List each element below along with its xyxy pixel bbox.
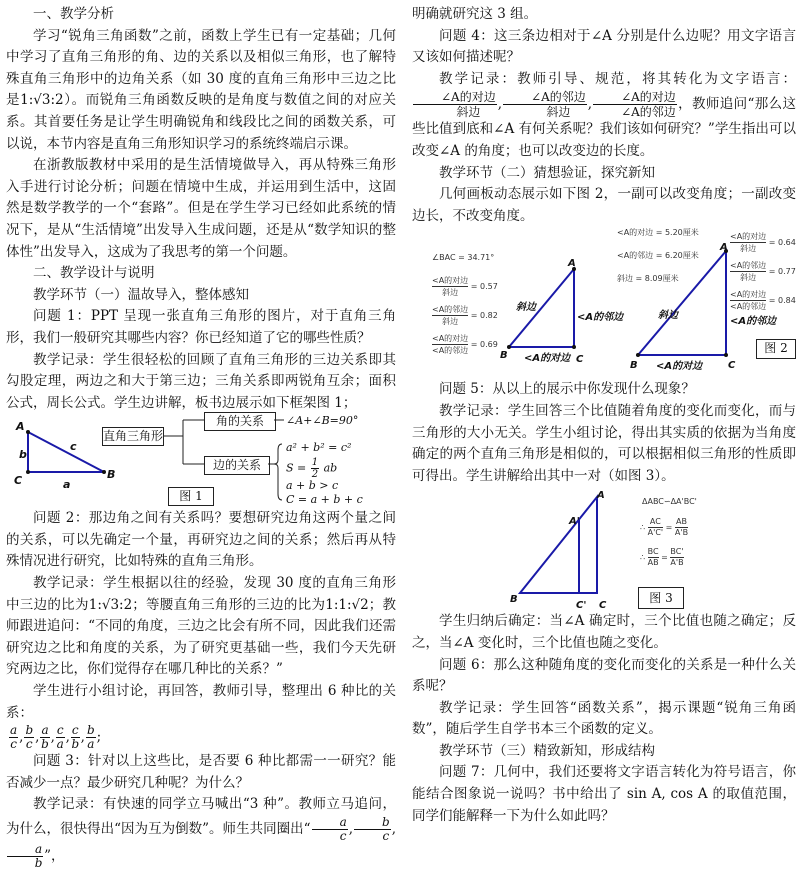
vertex-label-b: B: [107, 468, 116, 482]
question-paragraph: 问题 6：那么这种随角度的变化而变化的关系是一种什么关系呢？: [412, 656, 796, 695]
ratio-fraction: $\frac{a}{b}$: [41, 723, 49, 752]
vertex-label-a: A: [568, 258, 576, 270]
vertex-label-a-2: A: [720, 242, 728, 254]
angle-measure-text: ∠BAC = 34.71°: [432, 253, 495, 263]
opposite-side-label-2: <A的对边: [656, 361, 703, 373]
vertex-label-c: C: [576, 354, 584, 366]
ratio-readout: <A的邻边 斜边 = 0.77: [730, 261, 796, 283]
verbal-ratio-fraction: ∠A的对边 斜边: [413, 90, 497, 119]
figure-2: [412, 227, 796, 379]
right-triangle-shape: [28, 432, 104, 472]
left-column: [6, 4, 396, 870]
vertex-label-a: A: [16, 420, 25, 434]
adjacent-side-label: <A的邻边: [577, 312, 624, 324]
figure-2-left-ratios: [432, 275, 498, 362]
vertex-label-a: A: [597, 490, 605, 502]
large-triangle: [520, 497, 597, 593]
ratio-readout: <A的对边 斜边 = 0.57: [432, 276, 498, 298]
area-formula: S = $\frac{1}{2}$ ab: [286, 457, 338, 481]
vertex-label-c-prime: C': [576, 600, 587, 612]
question-paragraph: 问题 5：从以上的展示中你发现什么现象？: [439, 381, 695, 398]
paragraph: 几何画板动态展示如下图 2，一副可以改变角度；一副改变边长，不改变角度。: [412, 186, 796, 224]
figure-1: [6, 414, 396, 508]
side-label-b: b: [19, 448, 27, 462]
ratio-list: $\frac{a}{c}$ , $\frac{b}{c}$ , $\frac{a}{b}$ , $\frac{c}{a}$ , $\frac{c}{b}$ , $\frac{b}{a}$ ;: [10, 723, 102, 752]
right-column: [412, 4, 796, 827]
side-relation-box: 边的关系: [204, 456, 270, 475]
question-paragraph: 问题 4：这三条边相对于∠A 分别是什么边呢？用文字语言又该如何描述呢？: [412, 27, 796, 66]
paragraph: 明确就研究这 3 组。: [412, 6, 538, 22]
record-paragraph: 教学记录：有快速的同学立马喊出“3 种”。教师立马追问，为什么，很快得出“因为互为倒数”。师生共同圈出“ $\frac{a}{c}$ , $\frac{b}{c}$ , $\frac{a}{b}$ ”，: [6, 796, 396, 870]
paragraph: 在浙教版教材中采用的是生活情境做导入，再从特殊三角形入手进行讨论分析；问题在情境中生成，并运用到生活中，这固然是数学教学的一个“套路”。但是在学生学习已经如此系统的情况下，是从“生活情境”出发导入生成问题，还是从“数学知识的整体性”出发导入，这成为了我思考的第一个问题。: [6, 157, 396, 260]
vertex-label-a-prime: A': [569, 516, 580, 528]
triangle-inequality-formula: a + b > c: [286, 479, 339, 493]
vertex-label-b-2: B: [630, 360, 638, 372]
pythagorean-formula: a² + b² = c²: [286, 441, 352, 455]
teaching-stage-heading: 教学环节（三）精致新知，形成结构: [439, 742, 655, 759]
paragraph: 学生进行小组讨论，再回答，教师引导，整理出 6 种比的关系：: [6, 683, 396, 721]
chosen-ratio-fraction: $\frac{a}{b}$: [7, 843, 43, 870]
teaching-stage-heading: 教学环节（一）温故导入，整体感知: [33, 286, 249, 303]
section-heading-analysis: 一、教学分析: [33, 6, 114, 22]
opposite-side-label: <A的对边: [524, 353, 571, 365]
paragraph: 学生归纳后确定：当∠A 确定时，三个比值也随之确定；反之，当∠A 变化时，三个比值也随之变化。: [412, 613, 796, 651]
ratio-readout: <A的对边 <A的邻边 = 0.69: [432, 334, 498, 356]
record-paragraph: 教学记录：学生根据以往的经验，发现 30 度的直角三角形中三边的比为1:√3:2；等腰直角三角形的三边的比为1:1:√2；教师跟进追问：“不同的角度，三边之比会有所不同，因此我们还需研究边之比和角度的关系，为了研究更基础一些，我们今天先研究两边之比，你们觉得存在哪几种比的关系？”: [6, 575, 396, 678]
chosen-ratio-fraction: $\frac{a}{c}$: [312, 816, 348, 843]
question-paragraph: 问题 7：几何中，我们还要将文字语言转化为符号语言，你能结合图象说一说吗？书中给出了 sin A, cos A 的取值范围，同学们能解释一下为什么如此吗？: [412, 764, 796, 824]
vertex-label-b: B: [510, 594, 518, 606]
figure-2-measurements: [617, 227, 699, 296]
question-paragraph: 问题 3：针对以上这些比，是否要 6 种比都需一一研究？能否减少一点？最少研究几种呢？为什么？: [6, 753, 396, 791]
ratio-fraction: $\frac{c}{b}$: [71, 723, 80, 752]
paragraph: 学习“锐角三角函数”之前，函数上学生已有一定基础；几何中学习了直角三角形的角、边的关系以及相似三角形，也了解特殊直角三角形中的边角关系（如 30 度的直角三角形中三边之比是1:√3:2）。而锐角三角函数反映的是角度与数值之间的对应关系。其首要任务是让学生明确锐角和线段比之间的函数关系，可以说，本节内容是直角三角形知识学习的系统终端启示课。: [6, 27, 396, 152]
vertex-label-c: C: [14, 474, 23, 488]
figure-3-caption: 图 3: [638, 587, 684, 609]
ratio-fraction: $\frac{c}{a}$: [56, 723, 64, 752]
teaching-stage-heading: 教学环节（二）猜想验证，探究新知: [439, 164, 655, 181]
ratio-fraction: $\frac{b}{c}$: [25, 723, 34, 752]
figure-1-caption: 图 1: [168, 487, 214, 506]
adjacent-side-label-2: <A的邻边: [730, 316, 777, 328]
verbal-ratio-fraction: ∠A的邻边 斜边: [503, 90, 587, 119]
proportion-2: ∴ $\frac{BC}{AB}$ = $\frac{BC'}{A'B}$: [640, 547, 684, 568]
vertex-label-c-2: C: [728, 360, 736, 372]
tree-root-box: 直角三角形: [102, 427, 164, 446]
section-heading-design: 二、教学设计与说明: [33, 265, 155, 282]
side-label-a: a: [63, 478, 71, 492]
side-label-c: c: [70, 440, 77, 454]
measurement-line: <A的对边 = 5.20厘米: [617, 228, 699, 238]
ratio-fraction: $\frac{a}{c}$: [10, 723, 18, 752]
record-paragraph: 教学记录：学生回答三个比值随着角度的变化而变化，而与三角形的大小无关。学生小组讨论，得出其实质的依据为当角度确定的两个直角三角形是相似的，可以根据相似三角形的性质即可得出。学生讲解给出其中一对（如图 3）。: [412, 402, 796, 484]
similarity-statement: ΔABC∽ΔA'BC': [642, 497, 697, 507]
hypotenuse-label: 斜边: [516, 302, 536, 314]
chosen-ratio-fraction: $\frac{b}{c}$: [354, 816, 391, 843]
angle-sum-formula: ∠A+∠B=90°: [286, 414, 359, 428]
angle-relation-box: 角的关系: [204, 412, 276, 431]
ratio-readout: <A的对边 <A的邻边 = 0.84: [730, 290, 796, 312]
record-paragraph: 教学记录：教师引导、规范，将其转化为文字语言： ∠A的对边 斜边 , ∠A的邻边 斜边 , ∠A的对边 ∠A的邻边 ，教师追问“那么这些比值到底和∠A 有何关系呢？我们该如何研究？”学生指出可以改变∠A 的角度；也可以改变边的长度。: [412, 70, 796, 159]
record-paragraph: 教学记录：学生回答“函数关系”，揭示课题“锐角三角函数”，随后学生自学书本三个函数的定义。: [412, 699, 796, 738]
figure-2-caption: 图 2: [756, 339, 796, 359]
proportion-1: ∴ $\frac{AC}{A'C'}$ = $\frac{AB}{A'B}$: [640, 517, 689, 538]
record-paragraph: 教学记录：学生很轻松的回顾了直角三角形的三边关系即其勾股定理，两边之和大于第三边；三角关系即两锐角互余；面积公式，周长公式。学生边讲解，板书边展示如下框架图 1；: [6, 351, 396, 411]
vertex-label-b: B: [500, 350, 508, 362]
question-paragraph: 问题 1：PPT 呈现一张直角三角形的图片，对于直角三角形，我们一般研究其哪些内容？你已经知道了它的哪些性质？: [6, 308, 396, 346]
perimeter-formula: C = a + b + c: [286, 493, 363, 507]
vertex-label-c: C: [599, 600, 607, 612]
ratio-readout: <A的邻边 斜边 = 0.82: [432, 305, 498, 327]
hypotenuse-label-2: 斜边: [658, 310, 678, 322]
ratio-readout: <A的对边 斜边 = 0.64: [730, 232, 796, 254]
ratio-fraction: $\frac{b}{a}$: [86, 723, 95, 752]
measurement-line: 斜边 = 8.09厘米: [617, 274, 679, 284]
figure-2-right-ratios: [730, 231, 796, 318]
verbal-ratio-fraction: ∠A的对边 ∠A的邻边: [593, 90, 677, 119]
measurement-line: <A的邻边 = 6.20厘米: [617, 251, 699, 261]
figure-3: [412, 487, 796, 611]
question-paragraph: 问题 2：那边角之间有关系吗？要想研究边角这两个量之间的关系，可以先确定一个量，再研究边之间的关系；然后再从特殊情况进行研究，比如特殊的直角三角形。: [6, 510, 396, 570]
